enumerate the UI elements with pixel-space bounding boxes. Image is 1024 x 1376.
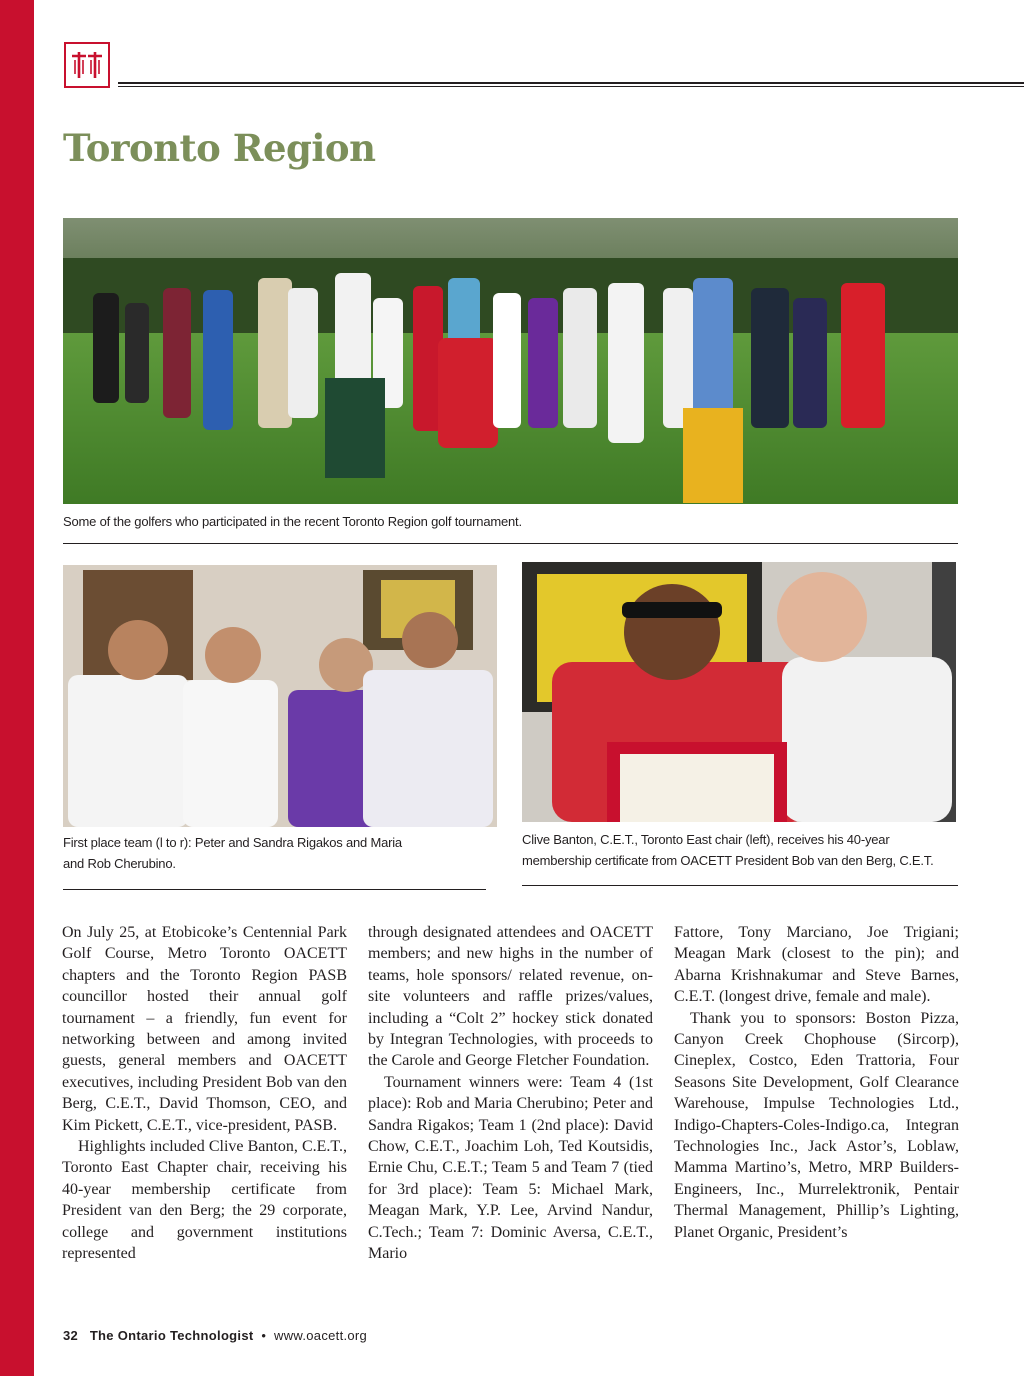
header-rule-thin — [118, 86, 1024, 87]
oacett-logo — [64, 42, 110, 88]
award-caption-line2: membership certificate from OACETT President Bob van den Berg, C.E.T. — [522, 853, 934, 868]
article-paragraph: Highlights included Clive Banton, C.E.T., Toronto East Chapter chair, receiving his 40-year membership certificate from President van den Berg; the 29 corporate, college and government institutions represented — [62, 1138, 347, 1263]
article-column-2 — [368, 922, 653, 1265]
header-rule — [118, 82, 1024, 84]
group-photo-caption: Some of the golfers who participated in the recent Toronto Region golf tournament. — [63, 514, 522, 529]
caption-rule — [522, 885, 958, 886]
group-photo — [63, 218, 958, 504]
caption-rule — [63, 889, 486, 890]
caption-rule — [63, 543, 958, 544]
page-footer — [63, 1328, 367, 1343]
article-paragraph: Tournament winners were: Team 4 (1st place): Rob and Maria Cherubino; Peter and Sandra Rigakos; Team 1 (2nd place): David Chow, C.E.T., Joachim Loh, Ted Koutsidis, Ernie Chu, C.E.T.; Team 5 and Team 7 (tied for 3rd place): Team 5: Michael Mark, Meagan Mark, Y.P. Lee, Arvind Nandur, C.Tech.; Team 7: Dominic Aversa, C.E.T., Mario — [368, 1073, 653, 1263]
team-caption-line2: and Rob Cherubino. — [63, 856, 176, 871]
page-title: Toronto Region — [63, 126, 376, 170]
team-photo — [63, 565, 497, 827]
article-column-1 — [62, 922, 347, 1265]
photo-icon — [63, 218, 958, 504]
article-paragraph: On July 25, at Etobicoke’s Centennial Park Golf Course, Metro Toronto OACETT chapters and the Toronto Region PASB councillor hosted their annual golf tournament – a friendly, fun event for networking between and among invited guests, general members and OACETT executives, including President Bob van den Berg, C.E.T., David Thomson, CEO, and Kim Pickett, C.E.T., vice-president, PASB. — [62, 924, 347, 1134]
award-caption-line1: Clive Banton, C.E.T., Toronto East chair (left), receives his 40-year — [522, 832, 890, 847]
photo-icon — [522, 562, 956, 822]
page-edge-bar — [0, 0, 34, 1376]
award-photo-caption — [522, 829, 934, 871]
article-paragraph: Fattore, Tony Marciano, Joe Trigiani; Meagan Mark (closest to the pin); and Abarna Krishnakumar and Steve Barnes, C.E.T. (longest drive, female and male). — [674, 924, 959, 1006]
article-column-3 — [674, 922, 959, 1243]
team-photo-caption — [63, 832, 402, 874]
photo-icon — [63, 565, 497, 827]
footer-separator: • — [261, 1328, 267, 1343]
logo-icon — [66, 44, 108, 86]
page-number: 32 — [63, 1328, 79, 1343]
article-paragraph: Thank you to sponsors: Boston Pizza, Canyon Creek Chophouse (Sircorp), Cineplex, Costco, Eden Trattoria, Four Seasons Site Development, Golf Clearance Warehouse, Impulse Technologies Ltd., Indigo-Chapters-Coles-Indigo.ca, Integran Technologies Inc., Jack Astor’s, Loblaw, Mamma Martino’s, Metro, MRP Builders-Engineers, Inc., Murrelektronik, Pentair Thermal Management, Phillip’s Lighting, Planet Organic, President’s — [674, 1009, 959, 1241]
website-link[interactable]: www.oacett.org — [274, 1328, 368, 1343]
award-photo — [522, 562, 956, 822]
team-caption-line1: First place team (l to r): Peter and Sandra Rigakos and Maria — [63, 835, 402, 850]
article-paragraph: through designated attendees and OACETT members; and new highs in the number of teams, hole sponsors/ related revenue, on-site volunteers and raffle prizes/values, including a “Colt 2” hockey stick donated by Integran Technologies, with proceeds to the Carole and George Fletcher Foundation. — [368, 924, 653, 1070]
publication-name: The Ontario Technologist — [89, 1328, 254, 1343]
